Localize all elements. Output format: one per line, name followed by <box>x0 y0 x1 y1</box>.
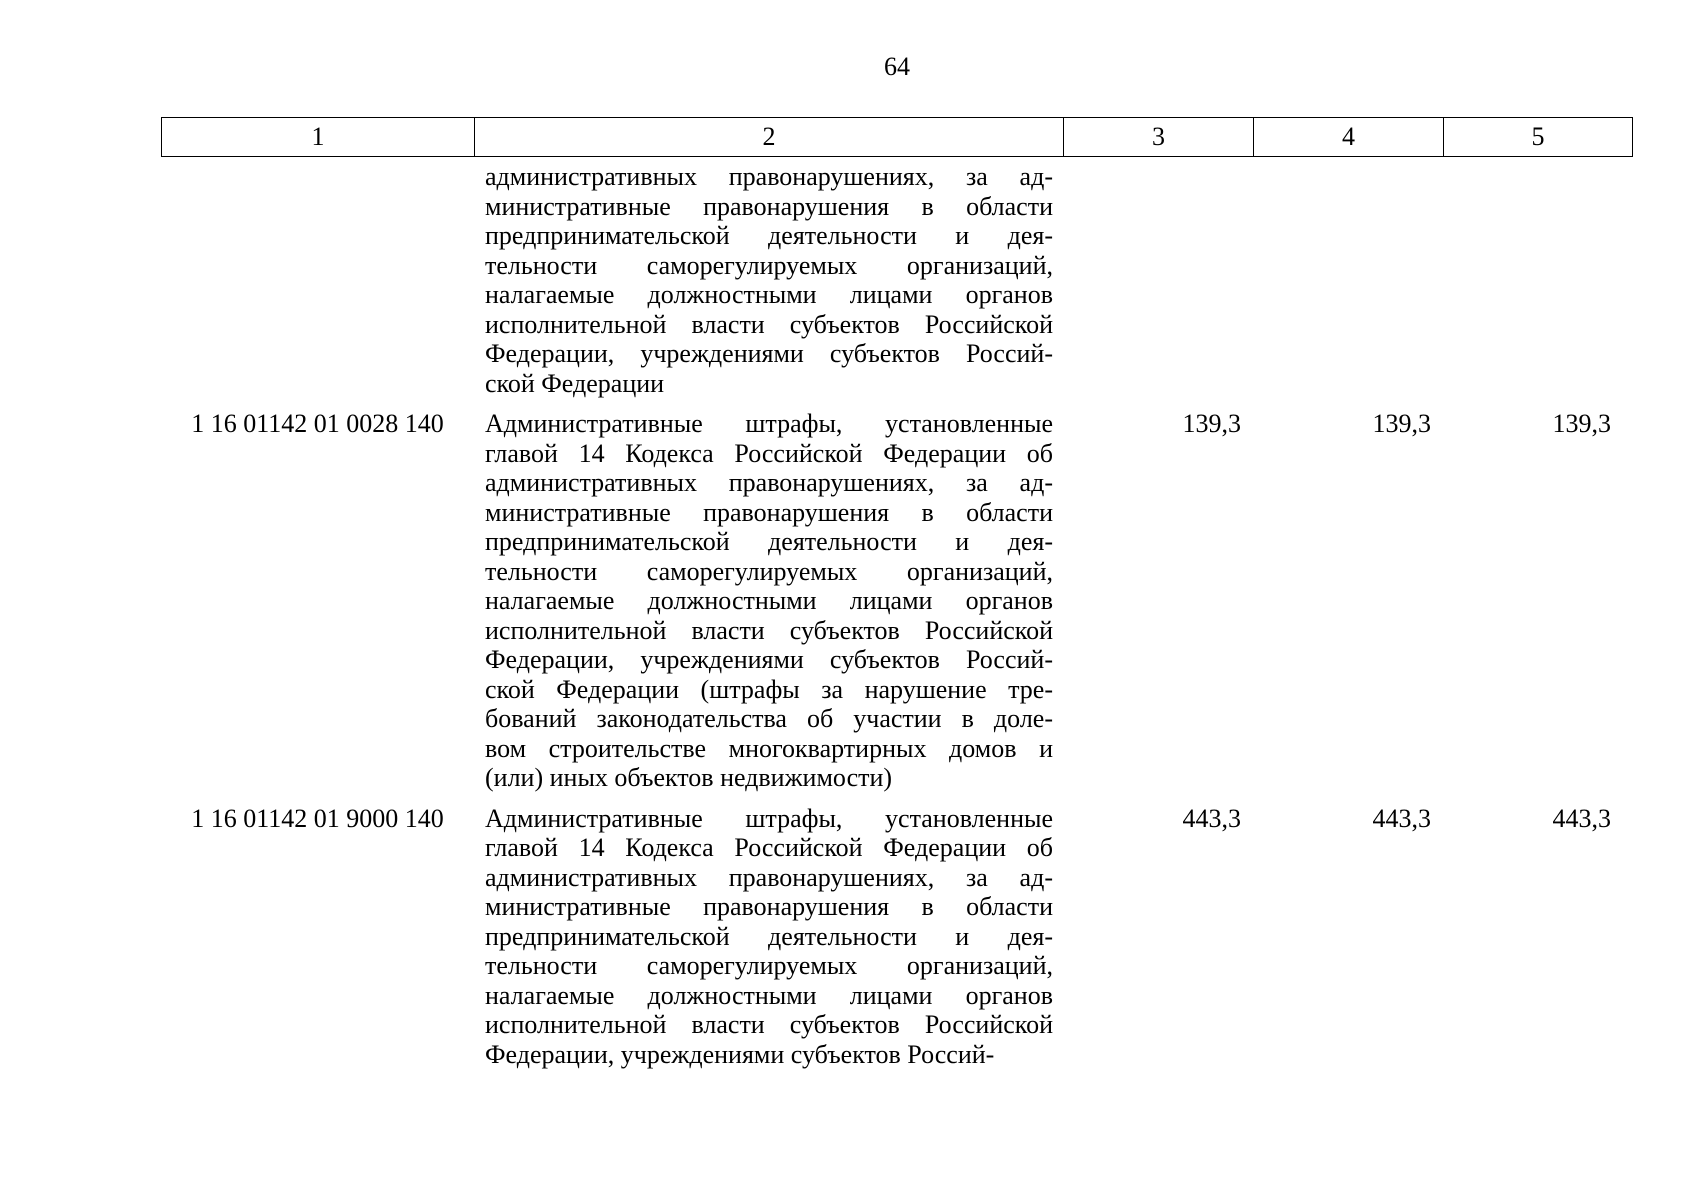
description-line: тельности саморегулируемых организаций, <box>485 250 1053 280</box>
column-header-3: 3 <box>1064 118 1254 156</box>
description-line: предпринимательской деятельности и дея- <box>485 527 1053 556</box>
page-number: 64 <box>884 52 910 81</box>
description-line: административных правонарушениях, за ад- <box>485 468 1053 497</box>
description-line: налагаемые должностными лицами органов <box>485 586 1053 615</box>
description-line: исполнительной власти субъектов Российской <box>485 309 1053 339</box>
description-line: Федерации, учреждениями субъектов Россий- <box>485 339 1053 368</box>
budget-code-cell: 1 16 01142 01 0028 140 <box>191 409 444 438</box>
description-line: вом строительстве многоквартирных домов и <box>485 733 1053 763</box>
description-line: главой 14 Кодекса Российской Федерации об <box>485 833 1053 862</box>
description-line: предпринимательской деятельности и дея- <box>485 921 1053 951</box>
amount-cell-3: 139,3 <box>1182 409 1241 438</box>
description-line: Федерации, учреждениями субъектов Россий- <box>485 645 1053 674</box>
table-row <box>161 804 1633 1070</box>
description-line: Административные штрафы, установленные <box>485 409 1053 438</box>
description-line: налагаемые должностными лицами органов <box>485 980 1053 1010</box>
amount-cell-3: 443,3 <box>1182 803 1241 833</box>
description-line: административных правонарушениях, за ад- <box>485 162 1053 191</box>
description-line: тельности саморегулируемых организаций, <box>485 951 1053 980</box>
amount-cell-5: 139,3 <box>1552 409 1611 438</box>
description-line: Федерации, учреждениями субъектов Россий- <box>485 1039 995 1069</box>
amount-cell-4: 139,3 <box>1372 409 1431 438</box>
description-line: бований законодательства об участии в доле- <box>485 704 1053 733</box>
table-body <box>161 162 1633 1069</box>
description-line: исполнительной власти субъектов Российской <box>485 1010 1053 1039</box>
description-cell <box>485 409 1053 793</box>
description-line: налагаемые должностными лицами органов <box>485 280 1053 309</box>
budget-code-cell: 1 16 01142 01 9000 140 <box>191 803 444 833</box>
column-header-2: 2 <box>475 118 1064 156</box>
description-line: (или) иных объектов недвижимости) <box>485 763 893 792</box>
column-header-1: 1 <box>162 118 475 156</box>
description-line: ской Федерации (штрафы за нарушение тре- <box>485 674 1053 704</box>
table-column-header-row <box>161 117 1633 157</box>
description-cell <box>485 804 1053 1070</box>
description-cell <box>485 162 1053 398</box>
column-header-5: 5 <box>1531 122 1545 151</box>
description-line: исполнительной власти субъектов Российской <box>485 615 1053 645</box>
description-line: предпринимательской деятельности и дея- <box>485 221 1053 250</box>
description-line: министративные правонарушения в области <box>485 497 1053 527</box>
description-line: министративные правонарушения в области <box>485 892 1053 921</box>
description-line: ской Федерации <box>485 368 665 398</box>
table-row <box>161 409 1633 793</box>
description-line: тельности саморегулируемых организаций, <box>485 556 1053 586</box>
description-line: главой 14 Кодекса Российской Федерации об <box>485 438 1053 468</box>
description-line: административных правонарушениях, за ад- <box>485 862 1053 892</box>
description-line: министративные правонарушения в области <box>485 191 1053 221</box>
amount-cell-4: 443,3 <box>1372 803 1431 833</box>
amount-cell-5: 443,3 <box>1552 803 1611 833</box>
description-line: Административные штрафы, установленные <box>485 803 1053 833</box>
table-row <box>161 162 1633 398</box>
column-header-4: 4 <box>1254 118 1444 156</box>
